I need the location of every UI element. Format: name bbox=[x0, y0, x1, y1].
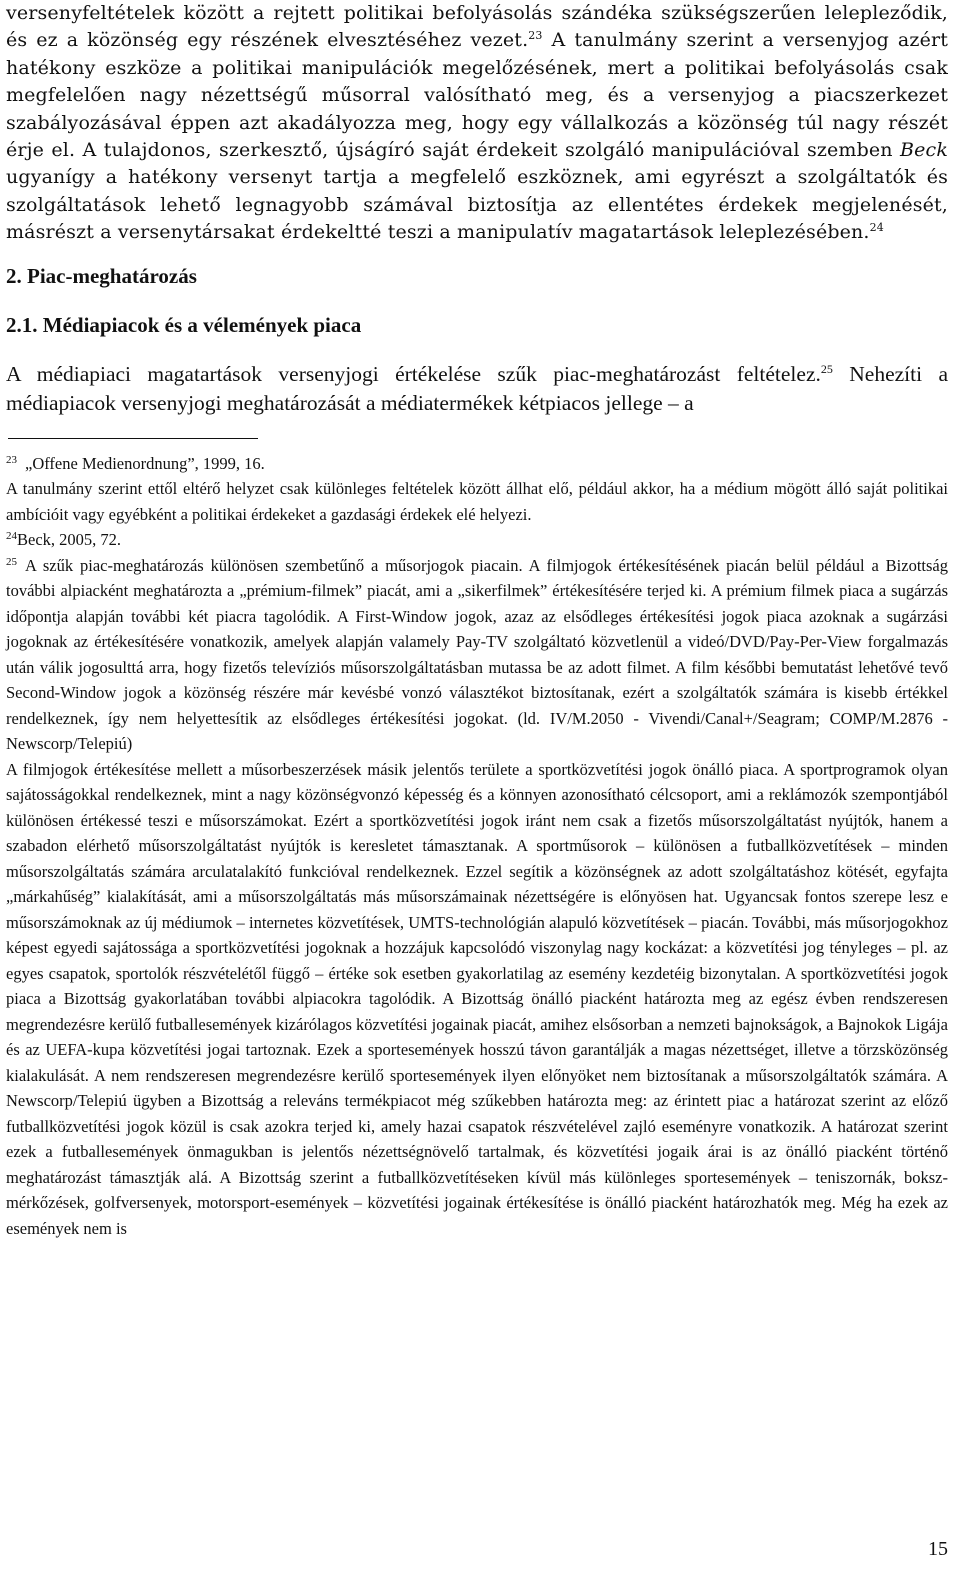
body-text-segment: A tanulmány szerint a versenyjog azért hatékony eszköze a politikai manipulációk megelőzésének, mert a politikai befolyásolás csak megfelelően nagy nézettségű műsorral valósítható meg, és a versenyjog a piacszerkezet szabályozásával éppen azt akadályozza meg, hogy egy vállalkozás a közönség túl nagy részét érje el. A tulajdonos, szerkesztő, újságíró saját érdekeit szolgáló manipulációval szemben bbox=[6, 29, 948, 162]
footnote-25 bbox=[6, 553, 948, 757]
footnote-ref-25[interactable]: 25 bbox=[820, 361, 833, 376]
body-paragraph bbox=[6, 0, 948, 247]
footnote-text: „Offene Medienordnung”, 1999, 16. bbox=[25, 453, 265, 473]
footnote-ref-24[interactable]: 24 bbox=[869, 221, 884, 235]
body-text-segment: versenyfeltételek között a rejtett politikai befolyásolás szándéka szükségszerűen lelepleződik, és ez a közönség egy részének elvesztéséhez vezet. bbox=[6, 2, 948, 52]
footnote-23 bbox=[6, 451, 948, 477]
footnote-separator bbox=[8, 438, 258, 439]
author-name-italic: Beck bbox=[900, 139, 948, 162]
subsection-heading: 2.1. Médiapiacok és a vélemények piaca bbox=[6, 312, 362, 337]
footnote-23-continuation: A tanulmány szerint ettől eltérő helyzet csak különleges feltételek között állhat elő, például akkor, ha a médium mögött álló saját politikai ambícióit vagy egyébként a politikai érdekeket a gazdasági érdekek elé helyezi. bbox=[6, 479, 948, 524]
document-page bbox=[6, 0, 948, 1241]
main-paragraph bbox=[6, 360, 948, 418]
footnote-ref-23[interactable]: 23 bbox=[528, 29, 543, 43]
footnote-25-continuation: A filmjogok értékesítése mellett a műsorbeszerzések másik jelentős területe a sportközvetítési jogok önálló piaca. A sportprogramok olyan sajátosságokkal rendelkeznek, mint a nagy közönségvonzó képesség és a könnyen azonosítható célcsoport, ami a reklámozók szempontjából különösen értékessé teszi e műsorszámokat. Ezért a sportközvetítési jogok iránt nem csak a fizetős műsorszolgáltatást nyújtók, hanem a szabadon elérhető műsorszolgáltatást nyújtók is keresletet támasztanak. A sportműsorok – különösen a futballközvetítések – minden műsorszolgáltatás számára arculatalakító funkcióval rendelkeznek. Ezzel segítik a közönségnek az adott szolgáltatáshoz kötését, egyfajta „márkahűség” kialakítását, ami a műsorszolgáltatás más műsorszámainak nézettségére is előnyösen hat. Ugyancsak fontos szerepe lesz e műsorszámoknak az új médiumok – internetes közvetítések, UMTS-technológián alapuló közvetítések – piacán. További, más műsorjogokhoz képest egyedi sajátossága a sportközvetítési jogoknak a hozzájuk kapcsolódó viszonylag nagy kockázat: a közvetítési jog tényleges – pl. az egyes csapatok, sportolók részvételétől függő – értéke sok esetben gyakorlatilag az esemény kezdetéig bizonytalan. A sportközvetítési jogok piaca a Bizottság gyakorlatában további alpiacokra tagolódik. A Bizottság önálló piacként határozta meg az egész évben rendszeresen megrendezésre kerülő futballesemények kizárólagos közvetítési jogainak piacát, amihez elsősorban a nemzeti bajnokságok, a Bajnokok Ligája és az UEFA-kupa közvetítési jogai tartoznak. Ezek a sportesemények hosszú távon garantálják a magas nézettséget, illetve a törzsközönség kialakulását. A nem rendszeresen megrendezésre kerülő sportesemények ilyen előnyöket nem biztosítanak a műsorszolgáltatók számára. A Newscorp/Telepiú ügyben a Bizottság a releváns termékpiacot még szűkebben határozta meg: az érintett piac a határozat szerint az előző futballközvetítési jogok közül is csak azokra terjed ki, amely hazai csapatok részvételével zajló eseményre vonatkozik. A határozat szerint ezek a futballesemények önmagukban is jelentős nézettségnövelő tartalmak, és közvetítési jogaik árai is az önálló piacként történő meghatározást támasztják alá. A Bizottság szerint a futballközvetítéseken kívül más különleges sportesemények – teniszornák, boksz-mérkőzések, golfversenyek, motorsport-események – közvetítési jogainak értékesítése is önálló piacként határozhatók meg. Még ha ezek az események nem is bbox=[6, 759, 948, 1238]
section-heading: 2. Piac-meghatározás bbox=[6, 263, 197, 288]
footnote-number: 24 bbox=[6, 530, 17, 543]
footnote-number: 25 bbox=[6, 555, 17, 568]
main-text-segment: Nehezíti a médiapiacok versenyjogi meghatározását a médiatermékek kétpiacos jellege – a bbox=[6, 361, 949, 415]
footnote-24 bbox=[6, 527, 948, 553]
main-text-segment: A médiapiaci magatartások versenyjogi értékelése szűk piac-meghatározást feltételez. bbox=[6, 361, 821, 386]
body-text-segment: ugyanígy a hatékony versenyt tartja a megfelelő eszköznek, ami egyrészt a szolgáltatók és szolgáltatások lehető legnagyobb számával biztosítja az ellentétes érdekek megjelenését, másrészt a versenytársakat érdekeltté teszi a manipulatív magatartások leleplezésében. bbox=[6, 166, 948, 244]
footnote-number: 23 bbox=[6, 453, 17, 466]
footnote-text: Beck, 2005, 72. bbox=[17, 530, 122, 550]
page-number: 15 bbox=[928, 1538, 948, 1560]
footnote-text: A szűk piac-meghatározás különösen szembetűnő a műsorjogok piacain. A filmjogok értékesítésének piacán belül például a Bizottság további alpiacként meghatározta a „prémium-filmek” piacát, ami a „sikerfilmek” értékesítésére terjed ki. A prémium filmek piaca a sugárzás időpontja alapján további két piacra tagolódik. A First-Window jogok, azaz az elsődleges értékesítési jogok piaca azoknak a sugárzási jogoknak az értékesítésére vonatkozik, amelyek alapján valamely Pay-TV szolgáltató közvetlenül a videó/DVD/Pay-Per-View forgalmazás után válik jogosulttá arra, hogy fizetős televíziós műsorszolgáltatásban mutassa be az adott filmet. A film későbbi bemutatást lehetővé tevő Second-Window jogok a közönség részére már kevésbé vonzó választékot biztosítanak, ezért a szolgáltatók számára is kisebb értékkel rendelkeznek, így nem helyettesítik az elsődleges értékesítési jogokat. (ld. IV/M.2050 - Vivendi/Canal+/Seagram; COMP/M.2876 - Newscorp/Telepiú) bbox=[6, 555, 948, 754]
